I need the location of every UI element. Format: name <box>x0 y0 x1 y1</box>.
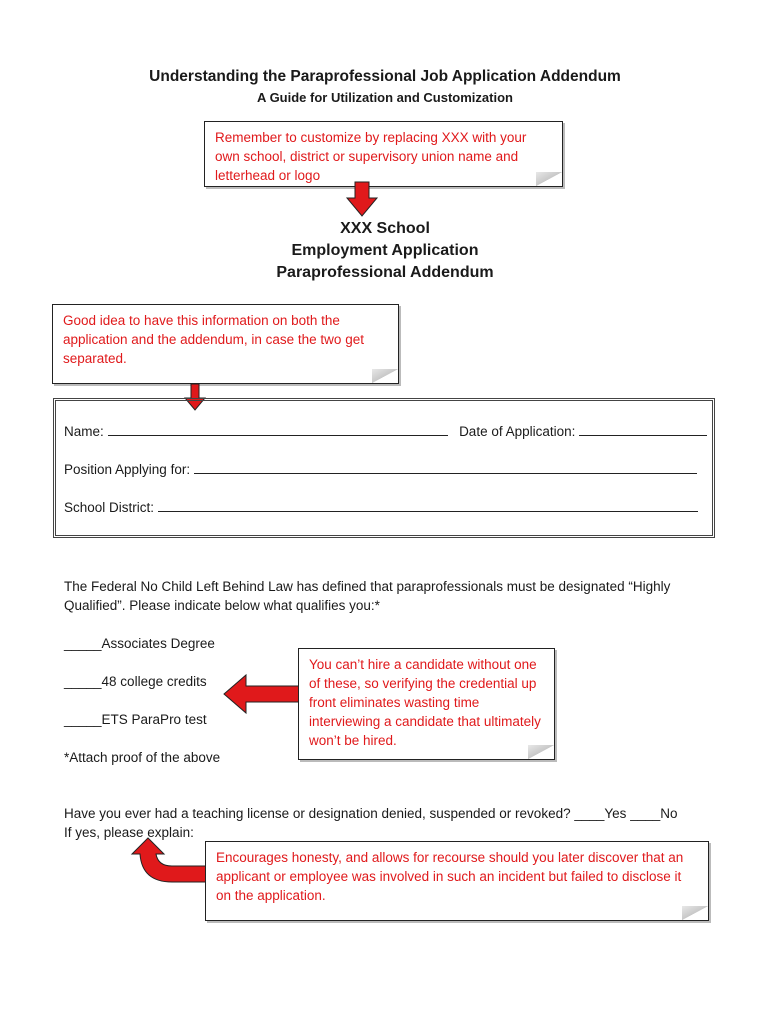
qualification-intro: The Federal No Child Left Behind Law has defined that paraprofessionals must be designated “Highly Qualified”. Please indicate below what qualifies you:* <box>64 579 671 613</box>
license-explain: If yes, please explain: <box>64 825 194 840</box>
page-curl-icon <box>682 906 708 920</box>
note-customize <box>204 121 563 187</box>
district-label: School District: <box>64 500 155 515</box>
option-associates-degree[interactable]: _____Associates Degree <box>64 636 215 651</box>
curved-arrow-up-icon <box>128 836 208 888</box>
option-parapro-test[interactable]: _____ETS ParaPro test <box>64 712 207 727</box>
qualification-footnote: *Attach proof of the above <box>64 750 221 765</box>
form-title-addendum: Paraprofessional Addendum <box>276 264 494 281</box>
position-field[interactable] <box>194 461 697 474</box>
name-row <box>64 423 707 439</box>
license-question-row <box>64 804 744 823</box>
name-label: Name: <box>64 424 104 439</box>
name-field[interactable] <box>108 423 448 436</box>
note-both-places <box>52 304 399 384</box>
arrow-left-icon <box>224 675 300 713</box>
note-honesty-text: Encourages honesty, and allows for recourse should you later discover that an applicant or employee was involved in such an incident but failed to disclose it on the application. <box>216 850 684 903</box>
form-title-application: Employment Application <box>291 242 479 259</box>
page-title: Understanding the Paraprofessional Job Application Addendum <box>149 68 621 85</box>
district-row <box>64 499 698 515</box>
form-title <box>0 218 770 284</box>
note-cannot-hire <box>298 648 555 760</box>
page-curl-icon <box>536 172 562 186</box>
page-subtitle: A Guide for Utilization and Customization <box>257 90 513 105</box>
arrow-down-icon <box>347 182 377 216</box>
note-customize-text: Remember to customize by replacing XXX with your own school, district or supervisory union name and letterhead or logo <box>215 130 527 183</box>
license-question: Have you ever had a teaching license or designation denied, suspended or revoked? <box>64 806 571 821</box>
note-honesty <box>205 841 709 921</box>
license-yes[interactable]: ____Yes <box>574 806 627 821</box>
option-college-credits[interactable]: _____48 college credits <box>64 674 207 689</box>
page-curl-icon <box>528 745 554 759</box>
note-both-places-text: Good idea to have this information on both the application and the addendum, in case the two get separated. <box>63 313 364 366</box>
date-field[interactable] <box>579 423 707 436</box>
form-title-school: XXX School <box>340 220 430 237</box>
position-row <box>64 461 697 477</box>
note-cannot-hire-text: You can’t hire a candidate without one of these, so verifying the credential up front eliminates wasting time interviewing a candidate that ultimately won’t be hired. <box>309 657 541 748</box>
date-label: Date of Application: <box>459 424 576 439</box>
page-curl-icon <box>372 369 398 383</box>
district-field[interactable] <box>158 499 698 512</box>
license-no[interactable]: ____No <box>630 806 678 821</box>
position-label: Position Applying for: <box>64 462 191 477</box>
